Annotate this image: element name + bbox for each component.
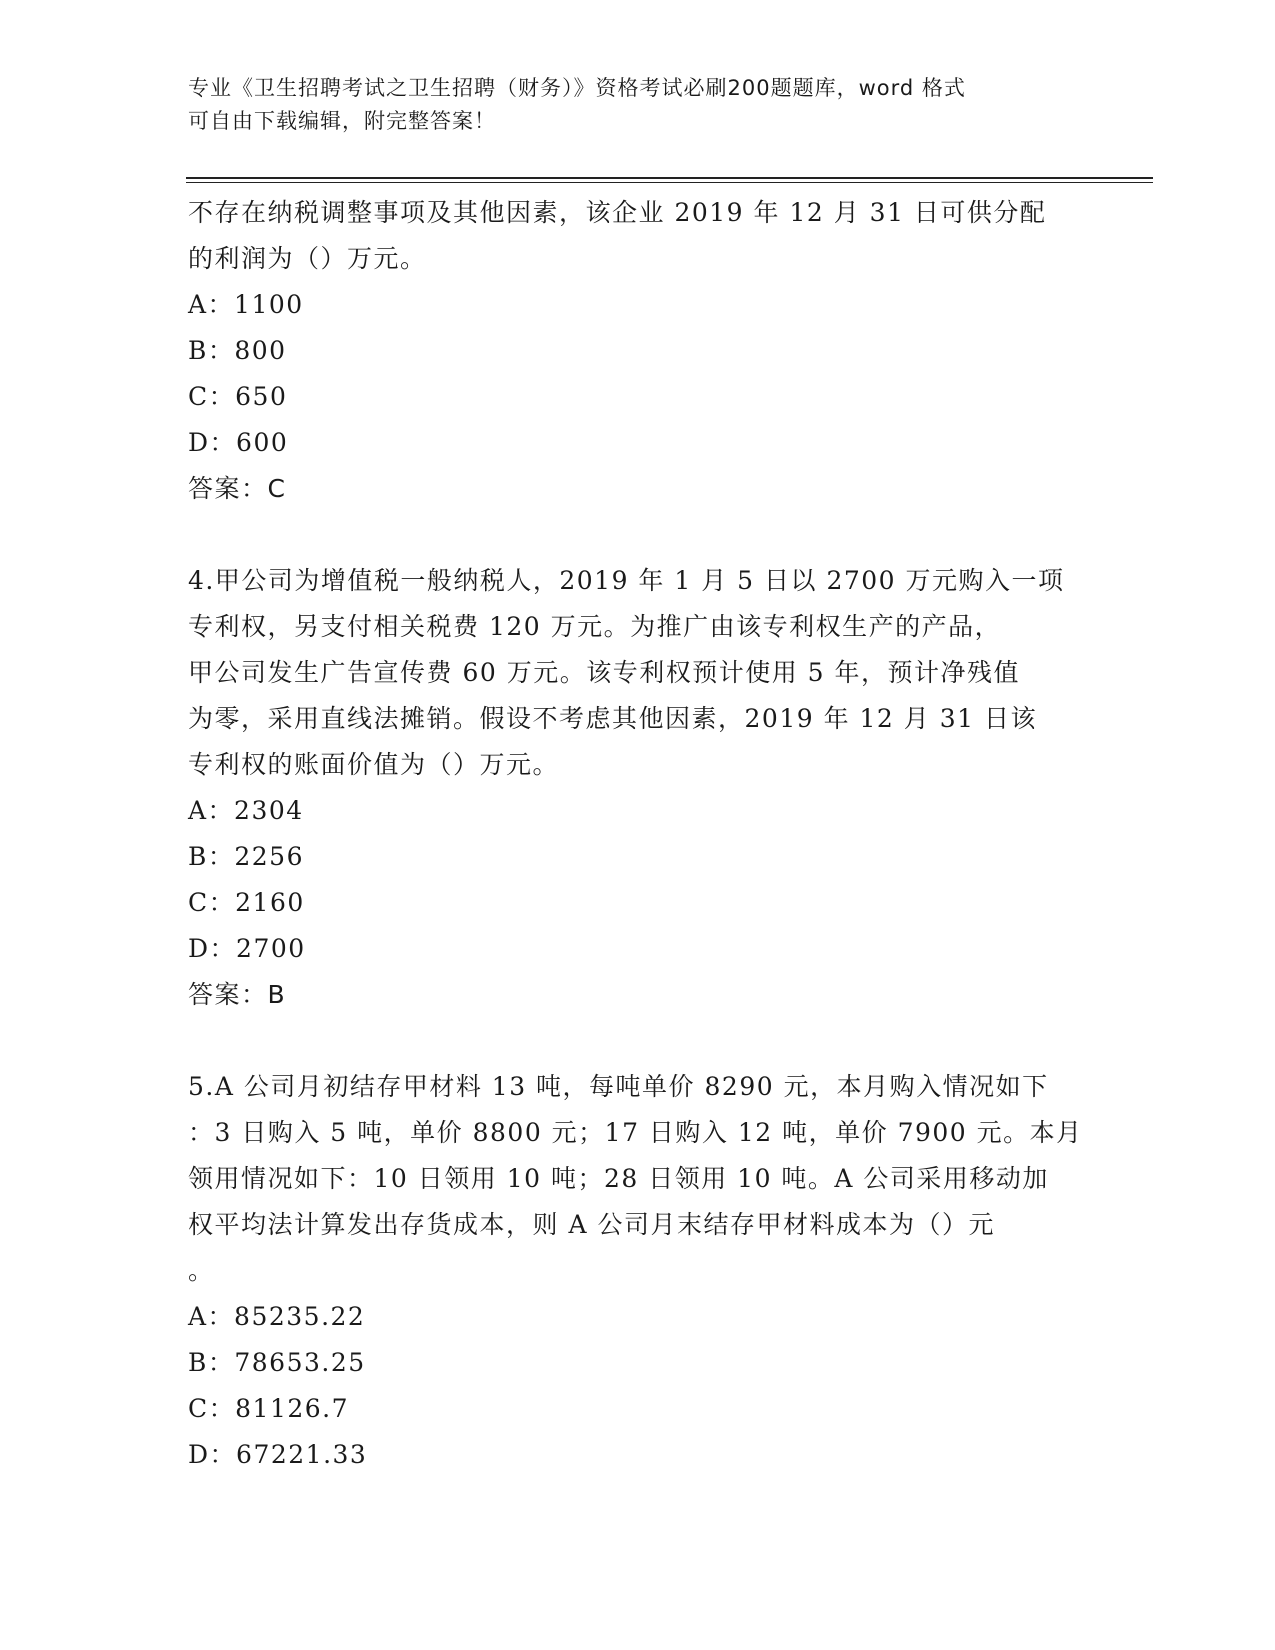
question-text-line: 权平均法计算发出存货成本，则 A 公司月末结存甲材料成本为（）元 xyxy=(188,1210,995,1239)
answer-label: 答案：B xyxy=(188,980,287,1009)
question-text-line: 的利润为（）万元。 xyxy=(188,244,427,273)
question-text-line: ：3 日购入 5 吨，单价 8800 元；17 日购入 12 吨，单价 7900 元。本月 xyxy=(188,1118,1083,1147)
header-title-line-2: 可自由下载编辑，附完整答案！ xyxy=(188,109,496,133)
spacer xyxy=(188,512,1088,558)
question-text-line: 。 xyxy=(188,1256,215,1285)
question-text-line: 领用情况如下：10 日领用 10 吨；28 日领用 10 吨。A 公司采用移动加 xyxy=(188,1164,1049,1193)
question-3 xyxy=(188,190,1088,512)
question-text-line: 专利权，另支付相关税费 120 万元。为推广由该专利权生产的产品， xyxy=(188,612,1002,641)
question-text-line: 专利权的账面价值为（）万元。 xyxy=(188,750,560,779)
option-c: C：650 xyxy=(188,382,288,411)
question-5 xyxy=(188,1064,1088,1478)
question-text-line: 为零，采用直线法摊销。假设不考虑其他因素，2019 年 12 月 31 日该 xyxy=(188,704,1037,733)
document-header xyxy=(188,72,1068,138)
option-d: D：67221.33 xyxy=(188,1440,368,1469)
question-text-line: 甲公司发生广告宣传费 60 万元。该专利权预计使用 5 年，预计净残值 xyxy=(188,658,1021,687)
option-d: D：600 xyxy=(188,428,289,457)
header-title-line-1: 专业《卫生招聘考试之卫生招聘（财务）》资格考试必刷200题题库，word 格式 xyxy=(188,76,966,100)
question-text-line: 5.A 公司月初结存甲材料 13 吨，每吨单价 8290 元，本月购入情况如下 xyxy=(188,1072,1049,1101)
option-c: C：81126.7 xyxy=(188,1394,350,1423)
question-text-line: 4.甲公司为增值税一般纳税人，2019 年 1 月 5 日以 2700 万元购入一项 xyxy=(188,566,1065,595)
option-b: B：78653.25 xyxy=(188,1348,366,1377)
option-b: B：800 xyxy=(188,336,287,365)
question-content xyxy=(188,190,1088,1478)
option-b: B：2256 xyxy=(188,842,304,871)
question-4 xyxy=(188,558,1088,1018)
option-a: A：2304 xyxy=(188,796,304,825)
spacer xyxy=(188,1018,1088,1064)
header-divider-thick xyxy=(186,177,1153,179)
header-divider-thin xyxy=(186,182,1153,183)
option-d: D：2700 xyxy=(188,934,306,963)
question-text-line: 不存在纳税调整事项及其他因素，该企业 2019 年 12 月 31 日可供分配 xyxy=(188,198,1047,227)
option-c: C：2160 xyxy=(188,888,305,917)
answer-label: 答案：C xyxy=(188,474,287,503)
option-a: A：1100 xyxy=(188,290,304,319)
option-a: A：85235.22 xyxy=(188,1302,366,1331)
